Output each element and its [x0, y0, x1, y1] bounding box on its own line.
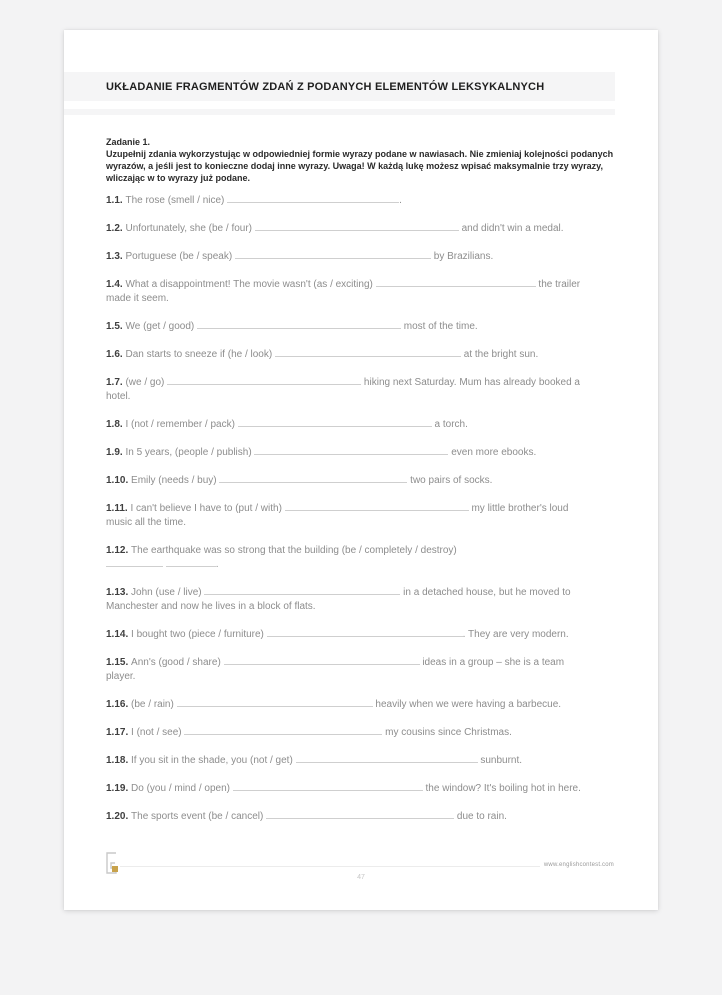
- footer-divider: [120, 866, 540, 867]
- item-text: . They are very modern.: [462, 629, 569, 640]
- item-number: 1.6.: [106, 349, 126, 360]
- exercise-item: [106, 278, 593, 306]
- item-number: 1.19.: [106, 783, 132, 794]
- item-text: heavily when we were having a barbecue.: [372, 699, 562, 710]
- fill-blank: [167, 376, 361, 385]
- item-number: 1.13.: [106, 587, 132, 598]
- fill-blank: [267, 628, 463, 637]
- fill-blank: [235, 250, 431, 259]
- item-text: due to rain.: [454, 811, 507, 822]
- item-text: my little brother's loud music all the time.: [106, 503, 569, 528]
- fill-blank: [197, 320, 401, 329]
- fill-blank: [296, 754, 478, 763]
- fill-blank: [238, 418, 432, 427]
- fill-blank: [166, 558, 216, 567]
- fill-blank: [285, 502, 469, 511]
- fill-blank: [184, 726, 382, 735]
- item-text: by Brazilians.: [430, 251, 494, 262]
- exercise-item: [106, 502, 593, 530]
- fill-blank: [233, 782, 423, 791]
- document-page: [64, 30, 658, 910]
- item-text: even more ebooks.: [448, 447, 537, 458]
- fill-blank: [227, 194, 399, 203]
- item-number: 1.14.: [106, 629, 132, 640]
- exercise-item: [106, 810, 593, 824]
- item-text: the trailer made it seem.: [106, 279, 581, 304]
- exercise-item: [106, 698, 593, 712]
- item-text: Emily (needs / buy): [131, 475, 220, 486]
- item-text: Do (you / mind / open): [131, 783, 233, 794]
- fill-blank: [275, 348, 461, 357]
- fill-blank: [224, 656, 420, 665]
- item-number: 1.7.: [106, 377, 126, 388]
- task-instructions: Uzupełnij zdania wykorzystując w odpowiedniej formie wyrazy podane w nawiasach. Nie zmieniaj kolejności podanych wyrazów, a jeśli jest to konieczne dodaj inne wyrazy. Uwaga! W każdą lukę możesz wpisać maksymalnie trzy wyrazy, wliczając w to wyrazy już podane.: [106, 149, 614, 183]
- item-text: I bought two (piece / furniture): [131, 629, 267, 640]
- item-number: 1.8.: [106, 419, 126, 430]
- item-number: 1.5.: [106, 321, 126, 332]
- header-band: [64, 72, 615, 101]
- task-block: [106, 136, 614, 184]
- englishcontest-logo-icon: [104, 852, 118, 874]
- item-number: 1.3.: [106, 251, 126, 262]
- item-text: two pairs of socks.: [407, 475, 493, 486]
- item-number: 1.10.: [106, 475, 132, 486]
- item-number: 1.16.: [106, 699, 132, 710]
- exercise-item: [106, 418, 593, 432]
- fill-blank: [177, 698, 373, 707]
- task-heading: Zadanie 1.: [106, 137, 151, 147]
- exercise-item: [106, 194, 593, 208]
- item-text: In 5 years, (people / publish): [125, 447, 255, 458]
- item-number: 1.11.: [106, 503, 131, 514]
- page-title: UKŁADANIE FRAGMENTÓW ZDAŃ Z PODANYCH ELEMENTÓW LEKSYKALNYCH: [106, 80, 545, 93]
- item-text: The rose (smell / nice): [125, 195, 228, 206]
- page-number: 47: [357, 874, 365, 881]
- item-number: 1.17.: [106, 727, 132, 738]
- item-text: sunburnt.: [477, 755, 523, 766]
- exercise-item: [106, 250, 593, 264]
- item-text: If you sit in the shade, you (not / get): [131, 755, 296, 766]
- fill-blank: [219, 474, 407, 483]
- exercise-item: [106, 754, 593, 768]
- item-text: in a detached house, but he moved to Manchester and now he lives in a block of flats.: [106, 587, 571, 612]
- item-text: Unfortunately, she (be / four): [125, 223, 255, 234]
- item-text: .: [399, 195, 402, 206]
- item-text: (we / go): [125, 377, 168, 388]
- exercise-item: [106, 320, 593, 334]
- item-text: We (get / good): [125, 321, 197, 332]
- item-text: John (use / live): [131, 587, 205, 598]
- exercise-item: [106, 726, 593, 740]
- item-number: 1.20.: [106, 811, 132, 822]
- exercise-item: [106, 348, 593, 362]
- item-text: ideas in a group – she is a team player.: [106, 657, 565, 682]
- item-text: a torch.: [431, 419, 468, 430]
- item-text: .: [215, 559, 219, 570]
- item-number: 1.12.: [106, 545, 132, 556]
- exercise-item: [106, 376, 593, 404]
- item-text: The earthquake was so strong that the building (be / completely / destroy): [131, 545, 457, 556]
- exercise-item: [106, 656, 593, 684]
- item-number: 1.1.: [106, 195, 126, 206]
- exercise-items: [106, 194, 593, 838]
- footer-url: www.englishcontest.com: [543, 862, 614, 868]
- subheader-band: [64, 109, 615, 115]
- item-text: my cousins since Christmas.: [382, 727, 512, 738]
- item-number: 1.4.: [106, 279, 126, 290]
- item-text: most of the time.: [401, 321, 478, 332]
- item-number: 1.18.: [106, 755, 132, 766]
- exercise-item: [106, 222, 593, 236]
- item-text: and didn't win a medal.: [458, 223, 564, 234]
- exercise-item: [106, 474, 593, 488]
- exercise-item: [106, 544, 593, 572]
- item-text: The sports event (be / cancel): [131, 811, 267, 822]
- item-text: Portuguese (be / speak): [125, 251, 235, 262]
- fill-blank: [204, 586, 400, 595]
- fill-blank: [255, 222, 459, 231]
- fill-blank: [376, 278, 536, 287]
- item-number: 1.15.: [106, 657, 132, 668]
- item-text: I can't believe I have to (put / with): [130, 503, 285, 514]
- item-text: I (not / see): [131, 727, 185, 738]
- item-text: (be / rain): [131, 699, 177, 710]
- fill-blank: [106, 558, 163, 567]
- item-text: Dan starts to sneeze if (he / look): [125, 349, 275, 360]
- item-text: hiking next Saturday. Mum has already booked a hotel.: [106, 377, 580, 402]
- exercise-item: [106, 628, 593, 642]
- exercise-item: [106, 586, 593, 614]
- exercise-item: [106, 782, 593, 796]
- exercise-item: [106, 446, 593, 460]
- item-text: at the bright sun.: [460, 349, 539, 360]
- item-text: What a disappointment! The movie wasn't (as / exciting): [125, 279, 376, 290]
- item-text: Ann's (good / share): [131, 657, 224, 668]
- item-number: 1.2.: [106, 223, 126, 234]
- item-text: the window? It's boiling hot in here.: [422, 783, 581, 794]
- item-number: 1.9.: [106, 447, 126, 458]
- fill-blank: [266, 810, 454, 819]
- item-text: I (not / remember / pack): [125, 419, 238, 430]
- fill-blank: [254, 446, 448, 455]
